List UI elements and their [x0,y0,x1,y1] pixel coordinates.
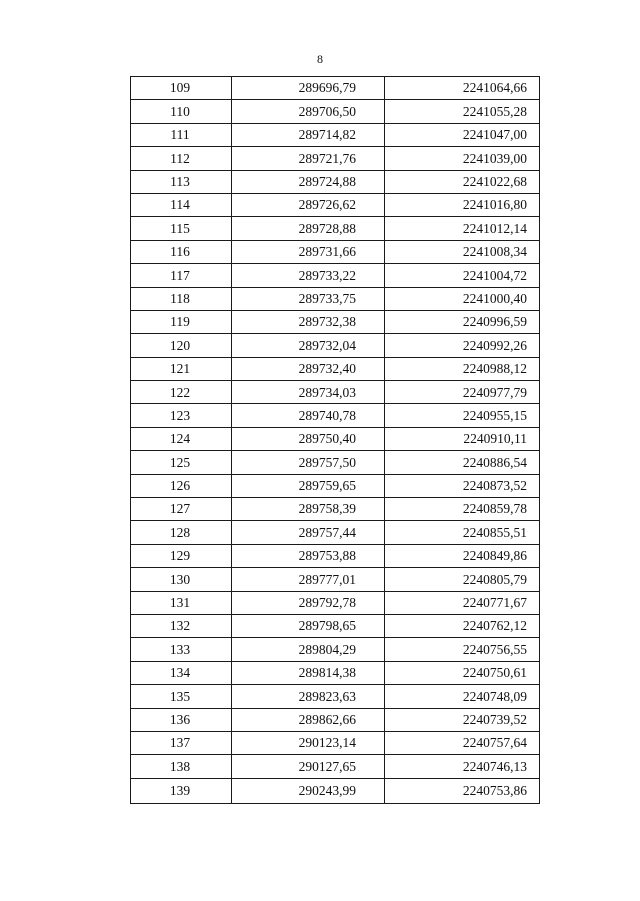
x-coordinate-cell: 289732,04 [232,334,385,357]
point-number-cell: 135 [131,685,232,708]
x-coordinate-cell: 289753,88 [232,544,385,567]
y-coordinate-cell: 2241022,68 [385,170,540,193]
x-coordinate-cell: 289759,65 [232,474,385,497]
table-row [131,427,540,450]
table-row [131,591,540,614]
point-number-cell: 114 [131,193,232,216]
table-row [131,77,540,100]
point-number-cell: 117 [131,264,232,287]
x-coordinate-cell: 289777,01 [232,568,385,591]
point-number-cell: 112 [131,147,232,170]
point-number-cell: 109 [131,77,232,100]
table-row [131,193,540,216]
x-coordinate-cell: 289734,03 [232,381,385,404]
table-row [131,123,540,146]
y-coordinate-cell: 2240748,09 [385,685,540,708]
x-coordinate-cell: 289804,29 [232,638,385,661]
x-coordinate-cell: 289823,63 [232,685,385,708]
table-row [131,264,540,287]
table-row [131,498,540,521]
x-coordinate-cell: 289757,44 [232,521,385,544]
y-coordinate-cell: 2240849,86 [385,544,540,567]
x-coordinate-cell: 289757,50 [232,451,385,474]
y-coordinate-cell: 2240886,54 [385,451,540,474]
y-coordinate-cell: 2241008,34 [385,240,540,263]
x-coordinate-cell: 289740,78 [232,404,385,427]
table-row [131,685,540,708]
y-coordinate-cell: 2240988,12 [385,357,540,380]
table-row [131,521,540,544]
table-row [131,287,540,310]
x-coordinate-cell: 289728,88 [232,217,385,240]
table-row [131,147,540,170]
y-coordinate-cell: 2241004,72 [385,264,540,287]
x-coordinate-cell: 289706,50 [232,100,385,123]
point-number-cell: 113 [131,170,232,193]
table-row [131,310,540,333]
y-coordinate-cell: 2240855,51 [385,521,540,544]
y-coordinate-cell: 2241064,66 [385,77,540,100]
table-row [131,638,540,661]
table-row [131,755,540,778]
point-number-cell: 130 [131,568,232,591]
table-row [131,381,540,404]
point-number-cell: 128 [131,521,232,544]
table-row [131,778,540,803]
point-number-cell: 129 [131,544,232,567]
table-row [131,614,540,637]
y-coordinate-cell: 2240805,79 [385,568,540,591]
point-number-cell: 121 [131,357,232,380]
x-coordinate-cell: 289758,39 [232,498,385,521]
table-row [131,568,540,591]
y-coordinate-cell: 2240756,55 [385,638,540,661]
point-number-cell: 126 [131,474,232,497]
point-number-cell: 110 [131,100,232,123]
table-row [131,544,540,567]
y-coordinate-cell: 2240955,15 [385,404,540,427]
y-coordinate-cell: 2240739,52 [385,708,540,731]
x-coordinate-cell: 289792,78 [232,591,385,614]
y-coordinate-cell: 2241012,14 [385,217,540,240]
table-row [131,731,540,754]
y-coordinate-cell: 2240859,78 [385,498,540,521]
point-number-cell: 138 [131,755,232,778]
x-coordinate-cell: 289862,66 [232,708,385,731]
y-coordinate-cell: 2240996,59 [385,310,540,333]
table-row [131,661,540,684]
x-coordinate-cell: 289732,38 [232,310,385,333]
point-number-cell: 127 [131,498,232,521]
table-row [131,217,540,240]
x-coordinate-cell: 289732,40 [232,357,385,380]
table-row [131,404,540,427]
y-coordinate-cell: 2241039,00 [385,147,540,170]
y-coordinate-cell: 2240977,79 [385,381,540,404]
table-row [131,708,540,731]
point-number-cell: 115 [131,217,232,240]
x-coordinate-cell: 289714,82 [232,123,385,146]
x-coordinate-cell: 289721,76 [232,147,385,170]
point-number-cell: 123 [131,404,232,427]
point-number-cell: 132 [131,614,232,637]
x-coordinate-cell: 290243,99 [232,778,385,803]
y-coordinate-cell: 2240750,61 [385,661,540,684]
table-row [131,334,540,357]
y-coordinate-cell: 2241000,40 [385,287,540,310]
x-coordinate-cell: 289750,40 [232,427,385,450]
page-number: 8 [317,52,323,66]
point-number-cell: 111 [131,123,232,146]
coordinates-table-body [131,77,540,804]
x-coordinate-cell: 290123,14 [232,731,385,754]
y-coordinate-cell: 2240771,67 [385,591,540,614]
table-row [131,357,540,380]
x-coordinate-cell: 289798,65 [232,614,385,637]
x-coordinate-cell: 289696,79 [232,77,385,100]
y-coordinate-cell: 2240753,86 [385,778,540,803]
table-row [131,451,540,474]
point-number-cell: 122 [131,381,232,404]
table-row [131,474,540,497]
x-coordinate-cell: 289724,88 [232,170,385,193]
point-number-cell: 137 [131,731,232,754]
point-number-cell: 118 [131,287,232,310]
coordinates-table [130,76,540,804]
point-number-cell: 133 [131,638,232,661]
x-coordinate-cell: 289733,75 [232,287,385,310]
y-coordinate-cell: 2241016,80 [385,193,540,216]
y-coordinate-cell: 2240762,12 [385,614,540,637]
point-number-cell: 116 [131,240,232,263]
x-coordinate-cell: 289726,62 [232,193,385,216]
point-number-cell: 134 [131,661,232,684]
y-coordinate-cell: 2241047,00 [385,123,540,146]
x-coordinate-cell: 289731,66 [232,240,385,263]
x-coordinate-cell: 290127,65 [232,755,385,778]
y-coordinate-cell: 2240910,11 [385,427,540,450]
point-number-cell: 125 [131,451,232,474]
y-coordinate-cell: 2241055,28 [385,100,540,123]
x-coordinate-cell: 289814,38 [232,661,385,684]
y-coordinate-cell: 2240992,26 [385,334,540,357]
point-number-cell: 139 [131,778,232,803]
y-coordinate-cell: 2240873,52 [385,474,540,497]
point-number-cell: 120 [131,334,232,357]
table-row [131,240,540,263]
table-row [131,100,540,123]
table-row [131,170,540,193]
y-coordinate-cell: 2240757,64 [385,731,540,754]
x-coordinate-cell: 289733,22 [232,264,385,287]
y-coordinate-cell: 2240746,13 [385,755,540,778]
point-number-cell: 131 [131,591,232,614]
point-number-cell: 119 [131,310,232,333]
point-number-cell: 136 [131,708,232,731]
point-number-cell: 124 [131,427,232,450]
